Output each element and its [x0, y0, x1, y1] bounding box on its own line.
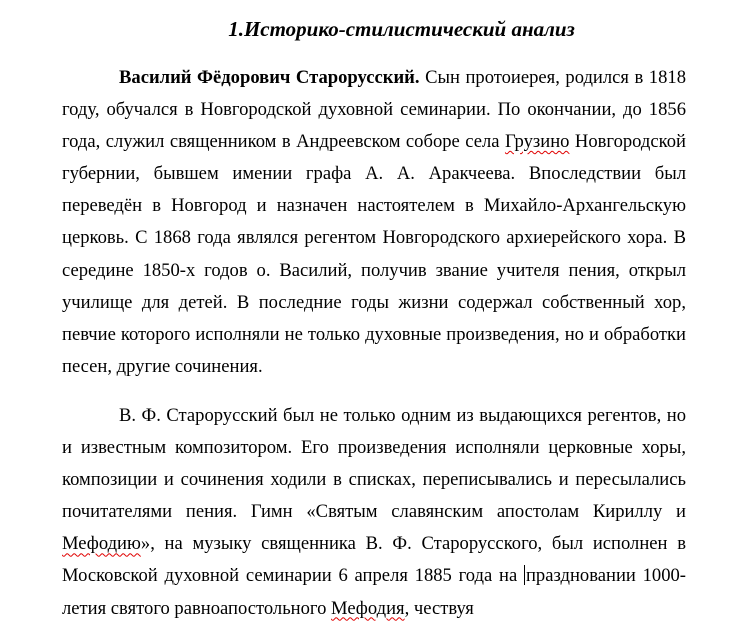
paragraph-text: Сын протоиерея, родился в 1818 году, обучался в Новгородской духовной семинарии. По окончании, до 1856 года, служил священником в Андреевском соборе села	[62, 67, 686, 153]
paragraph-text: В. Ф. Старорусский был не только одним из выдающихся регентов, но и известным композитором. Его произведения исполняли церковные хоры, композиции и сочинения ходили в списках, переписывались и пересылались почитателями пения. Гимн «Святым славянским апостолам Кириллу и	[62, 405, 686, 523]
paragraph-text: праздновании 1000-летия святого равноапостольного	[62, 565, 686, 619]
paragraph-text: , чествуя	[404, 597, 474, 619]
text-cursor	[524, 565, 525, 585]
paragraph-biography[interactable]	[62, 62, 686, 383]
paragraph-composer[interactable]	[62, 400, 686, 625]
spellcheck-error-word[interactable]: Мефодия	[331, 597, 405, 619]
spellcheck-error-word[interactable]: Мефодию	[62, 533, 141, 555]
paragraph-text: », на музыку священника В. Ф. Старорусского, был исполнен в Московской духовной семинарии 6 апреля 1885 года на	[62, 533, 686, 587]
spellcheck-error-word[interactable]: Грузино	[504, 131, 570, 153]
paragraph-text: Новгородской губернии, бывшем имении графа А. А. Аракчеева. Впоследствии был переведён в Новгород и назначен настоятелем в Михайло-Архангельскую церковь. С 1868 года являлся регентом Новгородского архиерейского хора. В середине 1850-х годов о. Василий, получив звание учителя пения, открыл училище для детей. В последние годы жизни содержал собственный хор, певчие которого исполняли не только духовные произведения, но и обработки песен, другие сочинения.	[62, 131, 686, 377]
person-name-bold: Василий Фёдорович Старорусский.	[119, 67, 420, 88]
section-heading: 1.Историко-стилистический анализ	[228, 17, 575, 41]
